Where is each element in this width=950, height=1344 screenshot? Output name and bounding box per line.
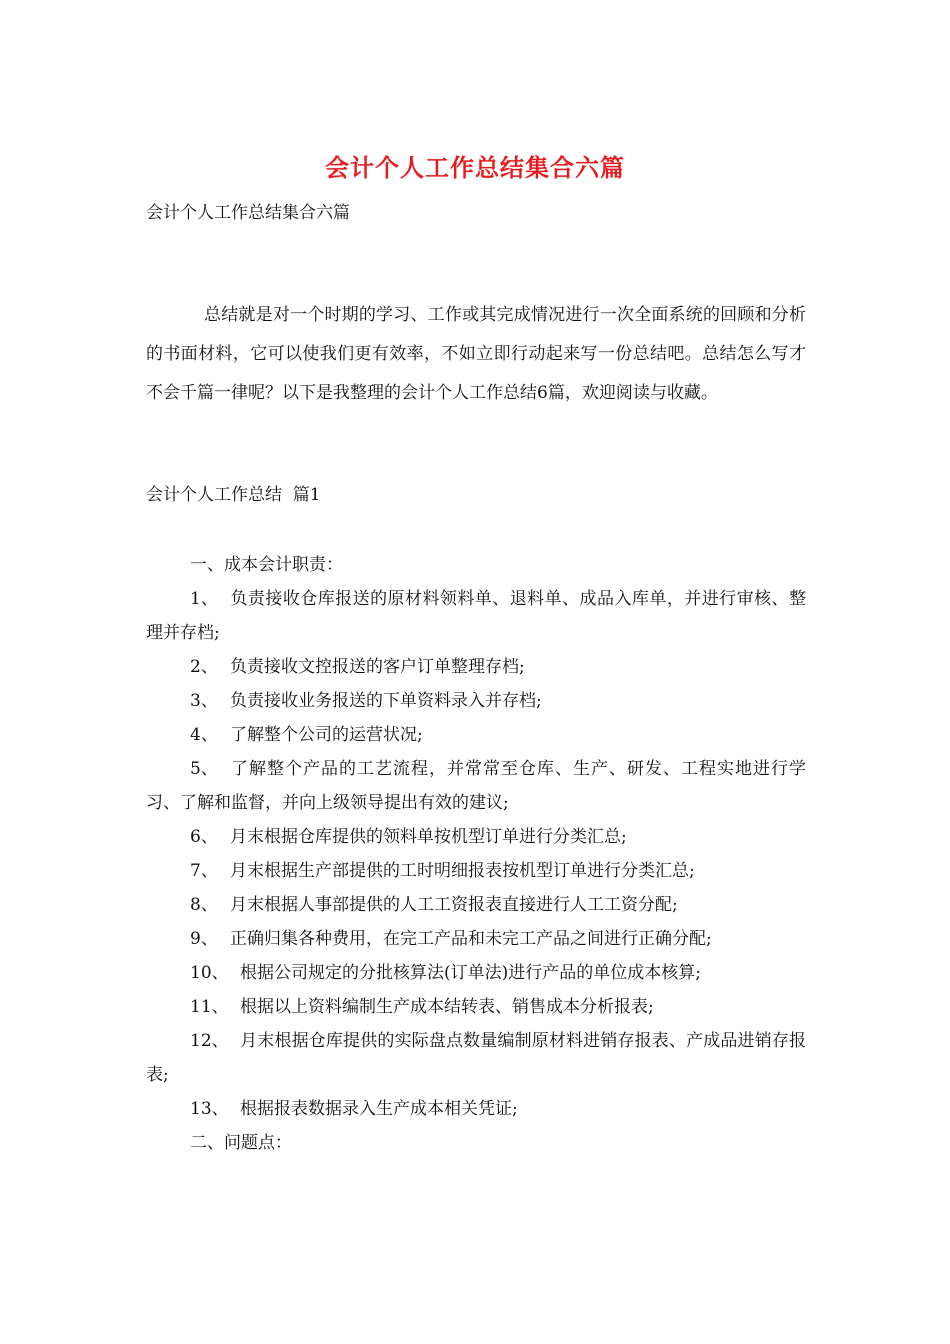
item-number: 4、 bbox=[190, 725, 218, 745]
list-item bbox=[146, 548, 806, 582]
duty-list bbox=[146, 548, 806, 1160]
item-text: 了解整个公司的运营状况; bbox=[230, 725, 423, 745]
list-item bbox=[146, 1024, 806, 1092]
item-number: 5、 bbox=[190, 759, 218, 779]
item-text: 根据公司规定的分批核算法(订单法)进行产品的单位成本核算; bbox=[240, 963, 701, 983]
item-number: 12、 bbox=[190, 1031, 229, 1051]
intro-paragraph: 总结就是对一个时期的学习、工作或其完成情况进行一次全面系统的回顾和分析的书面材料，它可以使我们更有效率，不如立即行动起来写一份总结吧。总结怎么写才不会千篇一律呢？以下是我整理的会计个人工作总结6篇，欢迎阅读与收藏。 bbox=[146, 305, 806, 403]
list-item bbox=[146, 820, 806, 854]
section-heading: 会计个人工作总结 篇1 bbox=[146, 485, 321, 505]
item-text: 根据报表数据录入生产成本相关凭证; bbox=[240, 1099, 518, 1119]
item-text: 月末根据生产部提供的工时明细报表按机型订单进行分类汇总; bbox=[230, 861, 695, 881]
document-title: 会计个人工作总结集合六篇 bbox=[325, 153, 625, 182]
list-item bbox=[146, 582, 806, 650]
item-text: 负责接收文控报送的客户订单整理存档; bbox=[230, 657, 525, 677]
list-item bbox=[146, 650, 806, 684]
item-text: 一、成本会计职责： bbox=[190, 555, 343, 575]
document-subtitle: 会计个人工作总结集合六篇 bbox=[146, 203, 350, 223]
list-item bbox=[146, 854, 806, 888]
item-number: 13、 bbox=[190, 1099, 229, 1119]
item-number: 7、 bbox=[190, 861, 218, 881]
item-text: 了解整个产品的工艺流程，并常常至仓库、生产、研发、工程实地进行学习、了解和监督，并向上级领导提出有效的建议; bbox=[146, 759, 806, 813]
list-item bbox=[146, 956, 806, 990]
list-item bbox=[146, 684, 806, 718]
item-number: 9、 bbox=[190, 929, 218, 949]
item-text: 月末根据仓库提供的实际盘点数量编制原材料进销存报表、产成品进销存报表; bbox=[146, 1031, 806, 1085]
item-text: 负责接收业务报送的下单资料录入并存档; bbox=[230, 691, 542, 711]
item-text: 二、问题点： bbox=[190, 1133, 292, 1153]
item-number: 10、 bbox=[190, 963, 229, 983]
item-number: 1、 bbox=[190, 589, 218, 609]
item-number: 8、 bbox=[190, 895, 218, 915]
item-text: 负责接收仓库报送的原材料领料单、退料单、成品入库单，并进行审核、整理并存档; bbox=[146, 589, 806, 643]
list-item bbox=[146, 1126, 806, 1160]
list-item bbox=[146, 752, 806, 820]
item-text: 根据以上资料编制生产成本结转表、销售成本分析报表; bbox=[240, 997, 654, 1017]
item-text: 月末根据仓库提供的领料单按机型订单进行分类汇总; bbox=[230, 827, 627, 847]
item-number: 2、 bbox=[190, 657, 218, 677]
list-item bbox=[146, 990, 806, 1024]
list-item bbox=[146, 888, 806, 922]
item-number: 11、 bbox=[190, 997, 229, 1017]
list-item bbox=[146, 718, 806, 752]
item-text: 月末根据人事部提供的人工工资报表直接进行人工工资分配; bbox=[230, 895, 678, 915]
item-number: 3、 bbox=[190, 691, 218, 711]
list-item bbox=[146, 1092, 806, 1126]
item-text: 正确归集各种费用，在完工产品和未完工产品之间进行正确分配; bbox=[230, 929, 712, 949]
item-number: 6、 bbox=[190, 827, 218, 847]
list-item bbox=[146, 922, 806, 956]
